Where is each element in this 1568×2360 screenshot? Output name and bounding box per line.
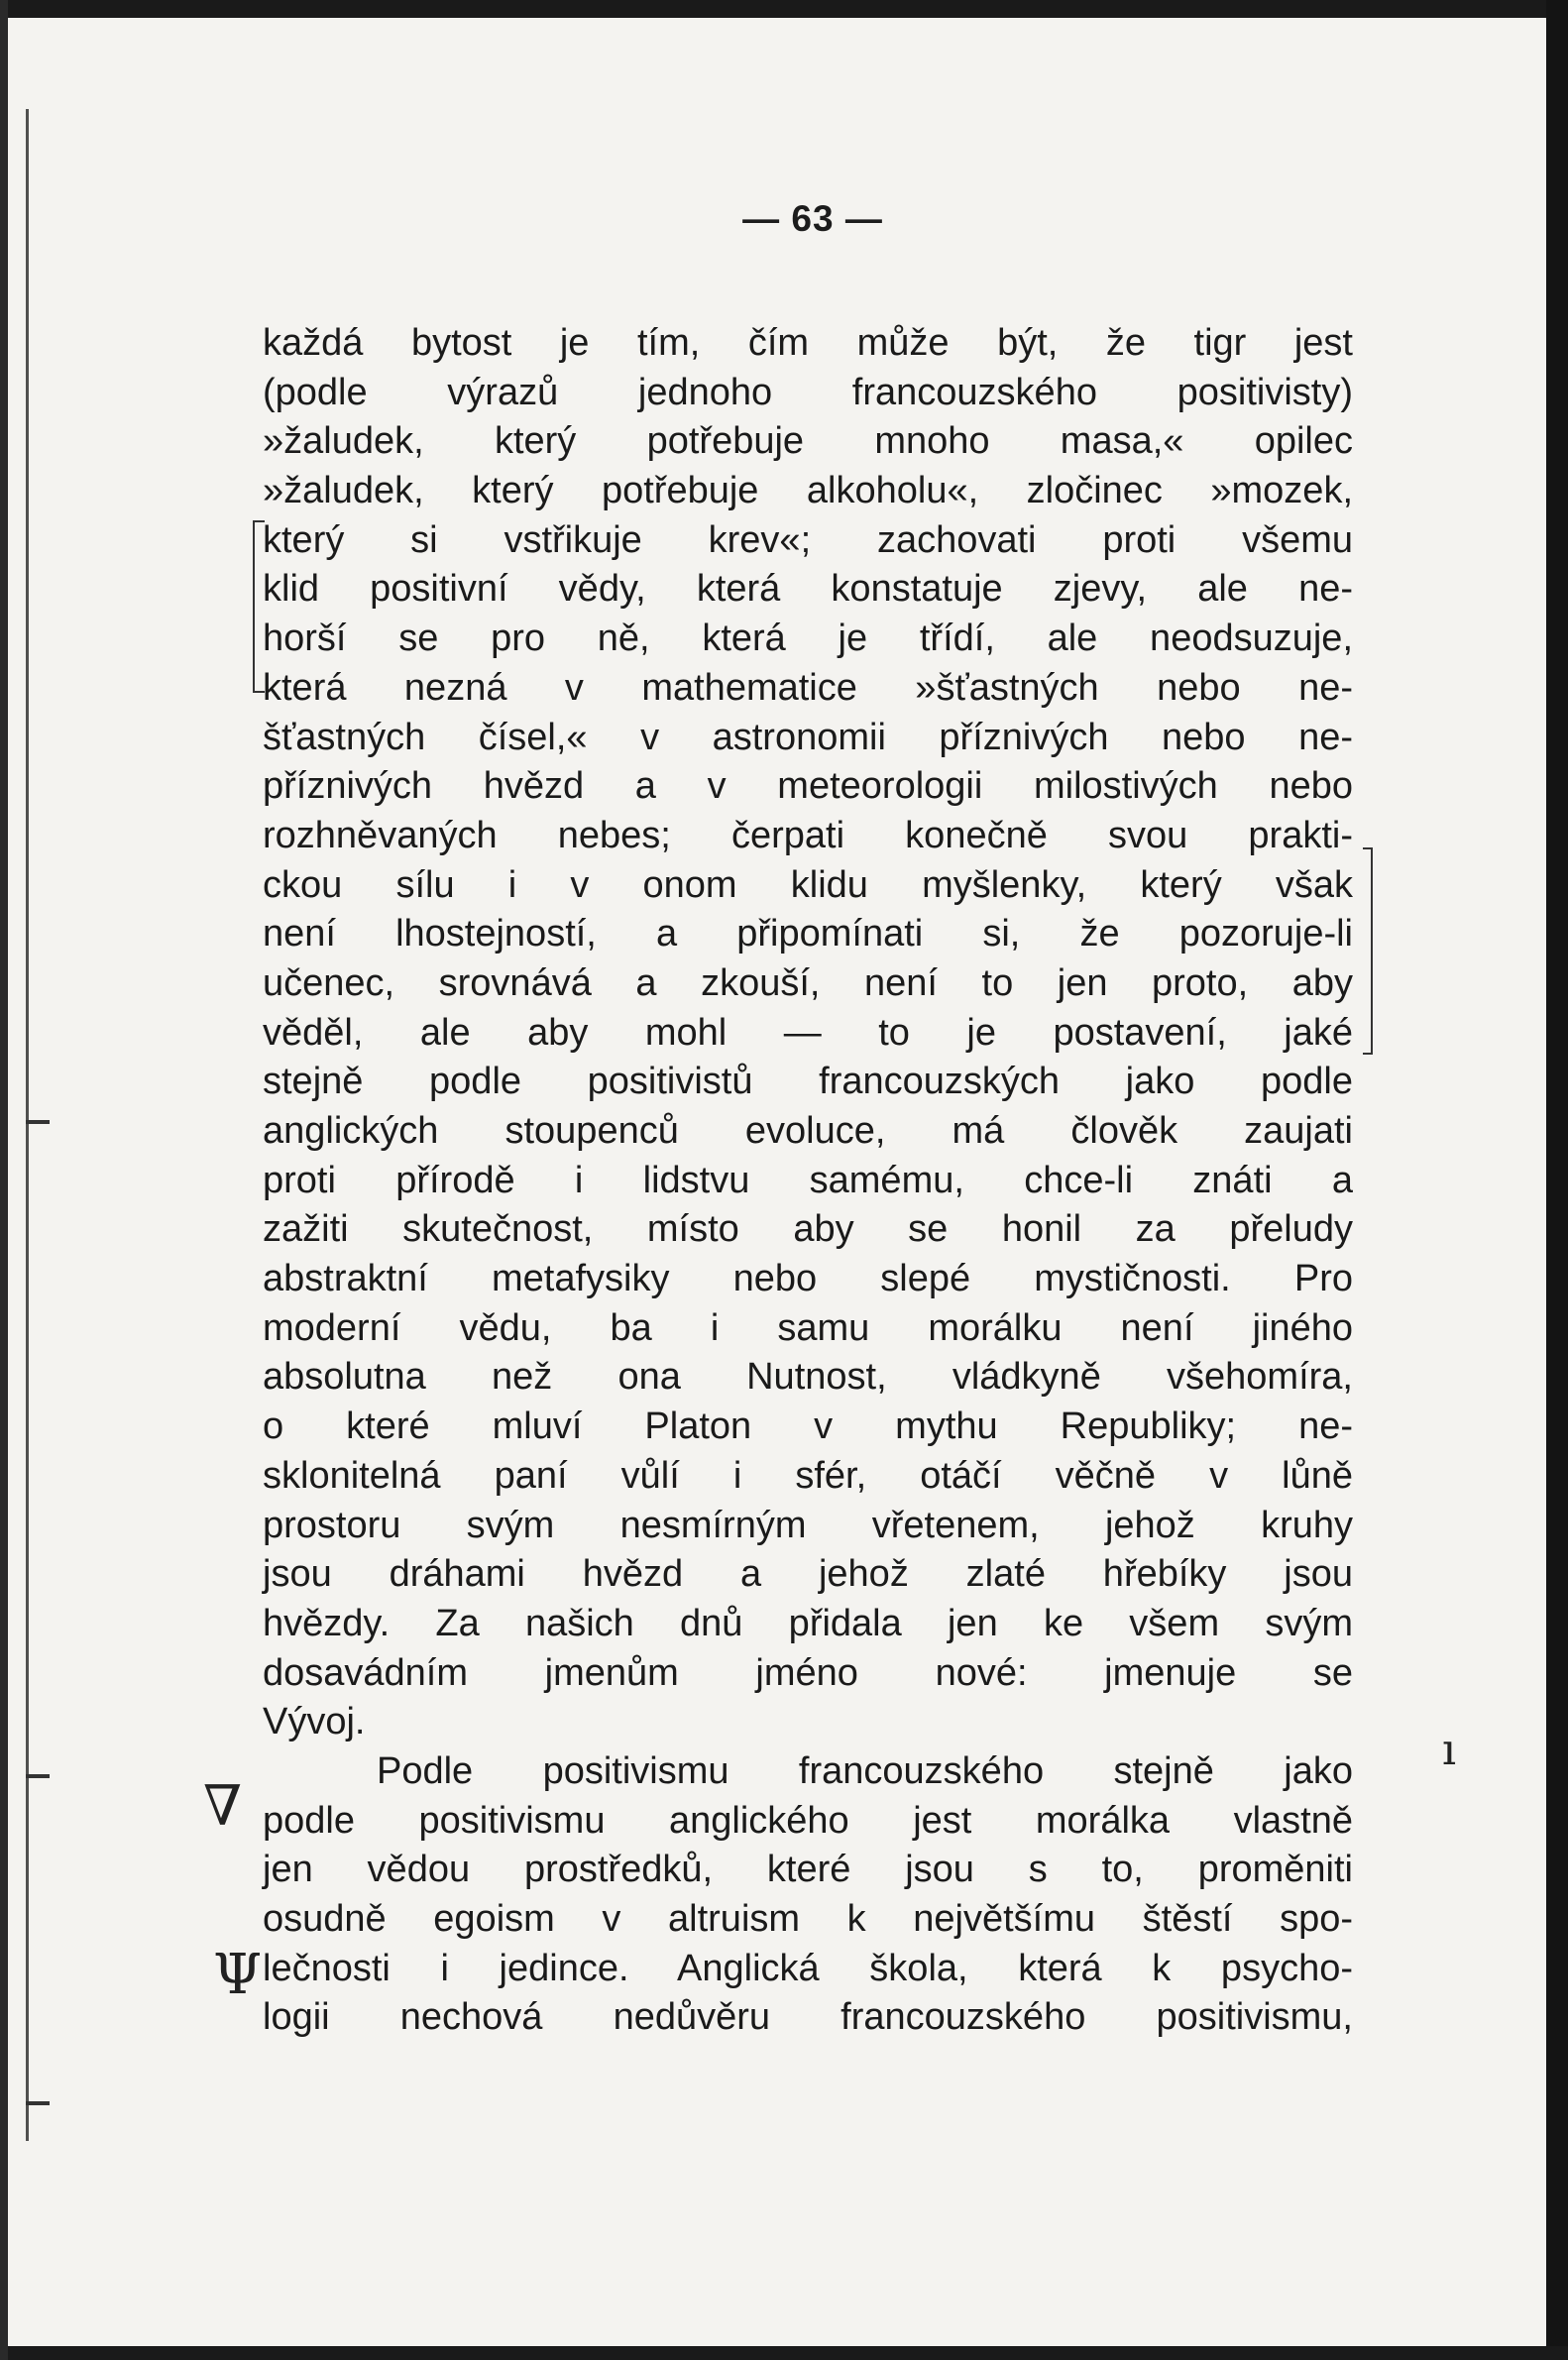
text-line: lečnosti i jedince. Anglická škola, která k psycho- (263, 1947, 1353, 1989)
text-line: učenec, srovnává a zkouší, není to jen proto, aby (263, 961, 1353, 1004)
text-line: moderní vědu, ba i samu morálku není jiného (263, 1306, 1353, 1349)
binding-mark (26, 2101, 50, 2105)
text-line: klid positivní vědy, která konstatuje zjevy, ale ne- (263, 568, 1353, 611)
scan-border-bottom (0, 2346, 1568, 2360)
text-line: není lhostejností, a připomínati si, že pozoruje-li (263, 913, 1353, 955)
text-line: o které mluví Platon v mythu Republiky; ne- (263, 1405, 1353, 1448)
text-line: stejně podle positivistů francouzských jako podle (263, 1061, 1353, 1103)
text-line: »žaludek, který potřebuje alkoholu«, zločinec »mozek, (263, 470, 1353, 512)
scan-border-left (0, 0, 8, 2360)
binding-shadow (26, 109, 29, 2141)
text-line: abstraktní metafysiky nebo slepé mystičnosti. Pro (263, 1258, 1353, 1300)
text-line: absolutna než ona Nutnost, vládkyně všehomíra, (263, 1356, 1353, 1399)
pencil-mark-icon: Ψ (213, 1943, 263, 2007)
page-number: — 63 — (742, 198, 883, 239)
text-line: Podle positivismu francouzského stejně jako (377, 1749, 1353, 1792)
text-line: Vývoj. (263, 1701, 366, 1743)
text-line: šťastných čísel,« v astronomii příznivých nebo ne- (263, 716, 1353, 758)
body-text (263, 319, 1353, 2043)
margin-bracket-right (1363, 847, 1373, 1055)
text-line: hvězdy. Za našich dnů přidala jen ke všem svým (263, 1602, 1353, 1644)
text-line: věděl, ale aby mohl — to je postavení, jaké (263, 1011, 1353, 1054)
text-line: horší se pro ně, která je třídí, ale neodsuzuje, (263, 618, 1353, 660)
text-line: zažiti skutečnost, místo aby se honil za přeludy (263, 1208, 1353, 1251)
text-line: jsou dráhami hvězd a jehož zlaté hřebíky jsou (263, 1553, 1353, 1596)
pencil-mark-icon: ∇ (203, 1774, 243, 1839)
pencil-mark-icon: ı (1442, 1725, 1457, 1775)
binding-mark (26, 1774, 50, 1778)
text-line: ckou sílu i v onom klidu myšlenky, který však (263, 863, 1353, 906)
text-line: (podle výrazů jednoho francouzského positivisty) (263, 371, 1353, 413)
text-line: příznivých hvězd a v meteorologii milostivých nebo (263, 765, 1353, 808)
text-line: prostoru svým nesmírným vřetenem, jehož kruhy (263, 1504, 1353, 1546)
text-line: každá bytost je tím, čím může být, že tigr jest (263, 322, 1353, 364)
text-line: jen vědou prostředků, které jsou s to, proměniti (263, 1849, 1353, 1891)
text-line: dosavádním jmenům jméno nové: jmenuje se (263, 1651, 1353, 1694)
scan-border-top (0, 0, 1568, 18)
text-line: logii nechová nedůvěru francouzského positivismu, (263, 1996, 1353, 2039)
text-line: podle positivismu anglického jest morálka vlastně (263, 1799, 1353, 1842)
text-line: osudně egoism v altruism k největšímu štěstí spo- (263, 1898, 1353, 1940)
text-line: anglických stoupenců evoluce, má člověk zaujati (263, 1110, 1353, 1152)
text-line: sklonitelná paní vůlí i sfér, otáčí věčně v lůně (263, 1454, 1353, 1497)
binding-mark (26, 1120, 50, 1124)
scan-border-right (1546, 0, 1568, 2360)
text-line: proti přírodě i lidstvu samému, chce-li znáti a (263, 1159, 1353, 1201)
text-line: »žaludek, který potřebuje mnoho masa,« opilec (263, 420, 1353, 463)
text-line: která nezná v mathematice »šťastných nebo ne- (263, 666, 1353, 709)
text-line: který si vstřikuje krev«; zachovati proti všemu (263, 518, 1353, 561)
text-line: rozhněvaných nebes; čerpati konečně svou prakti- (263, 814, 1353, 856)
